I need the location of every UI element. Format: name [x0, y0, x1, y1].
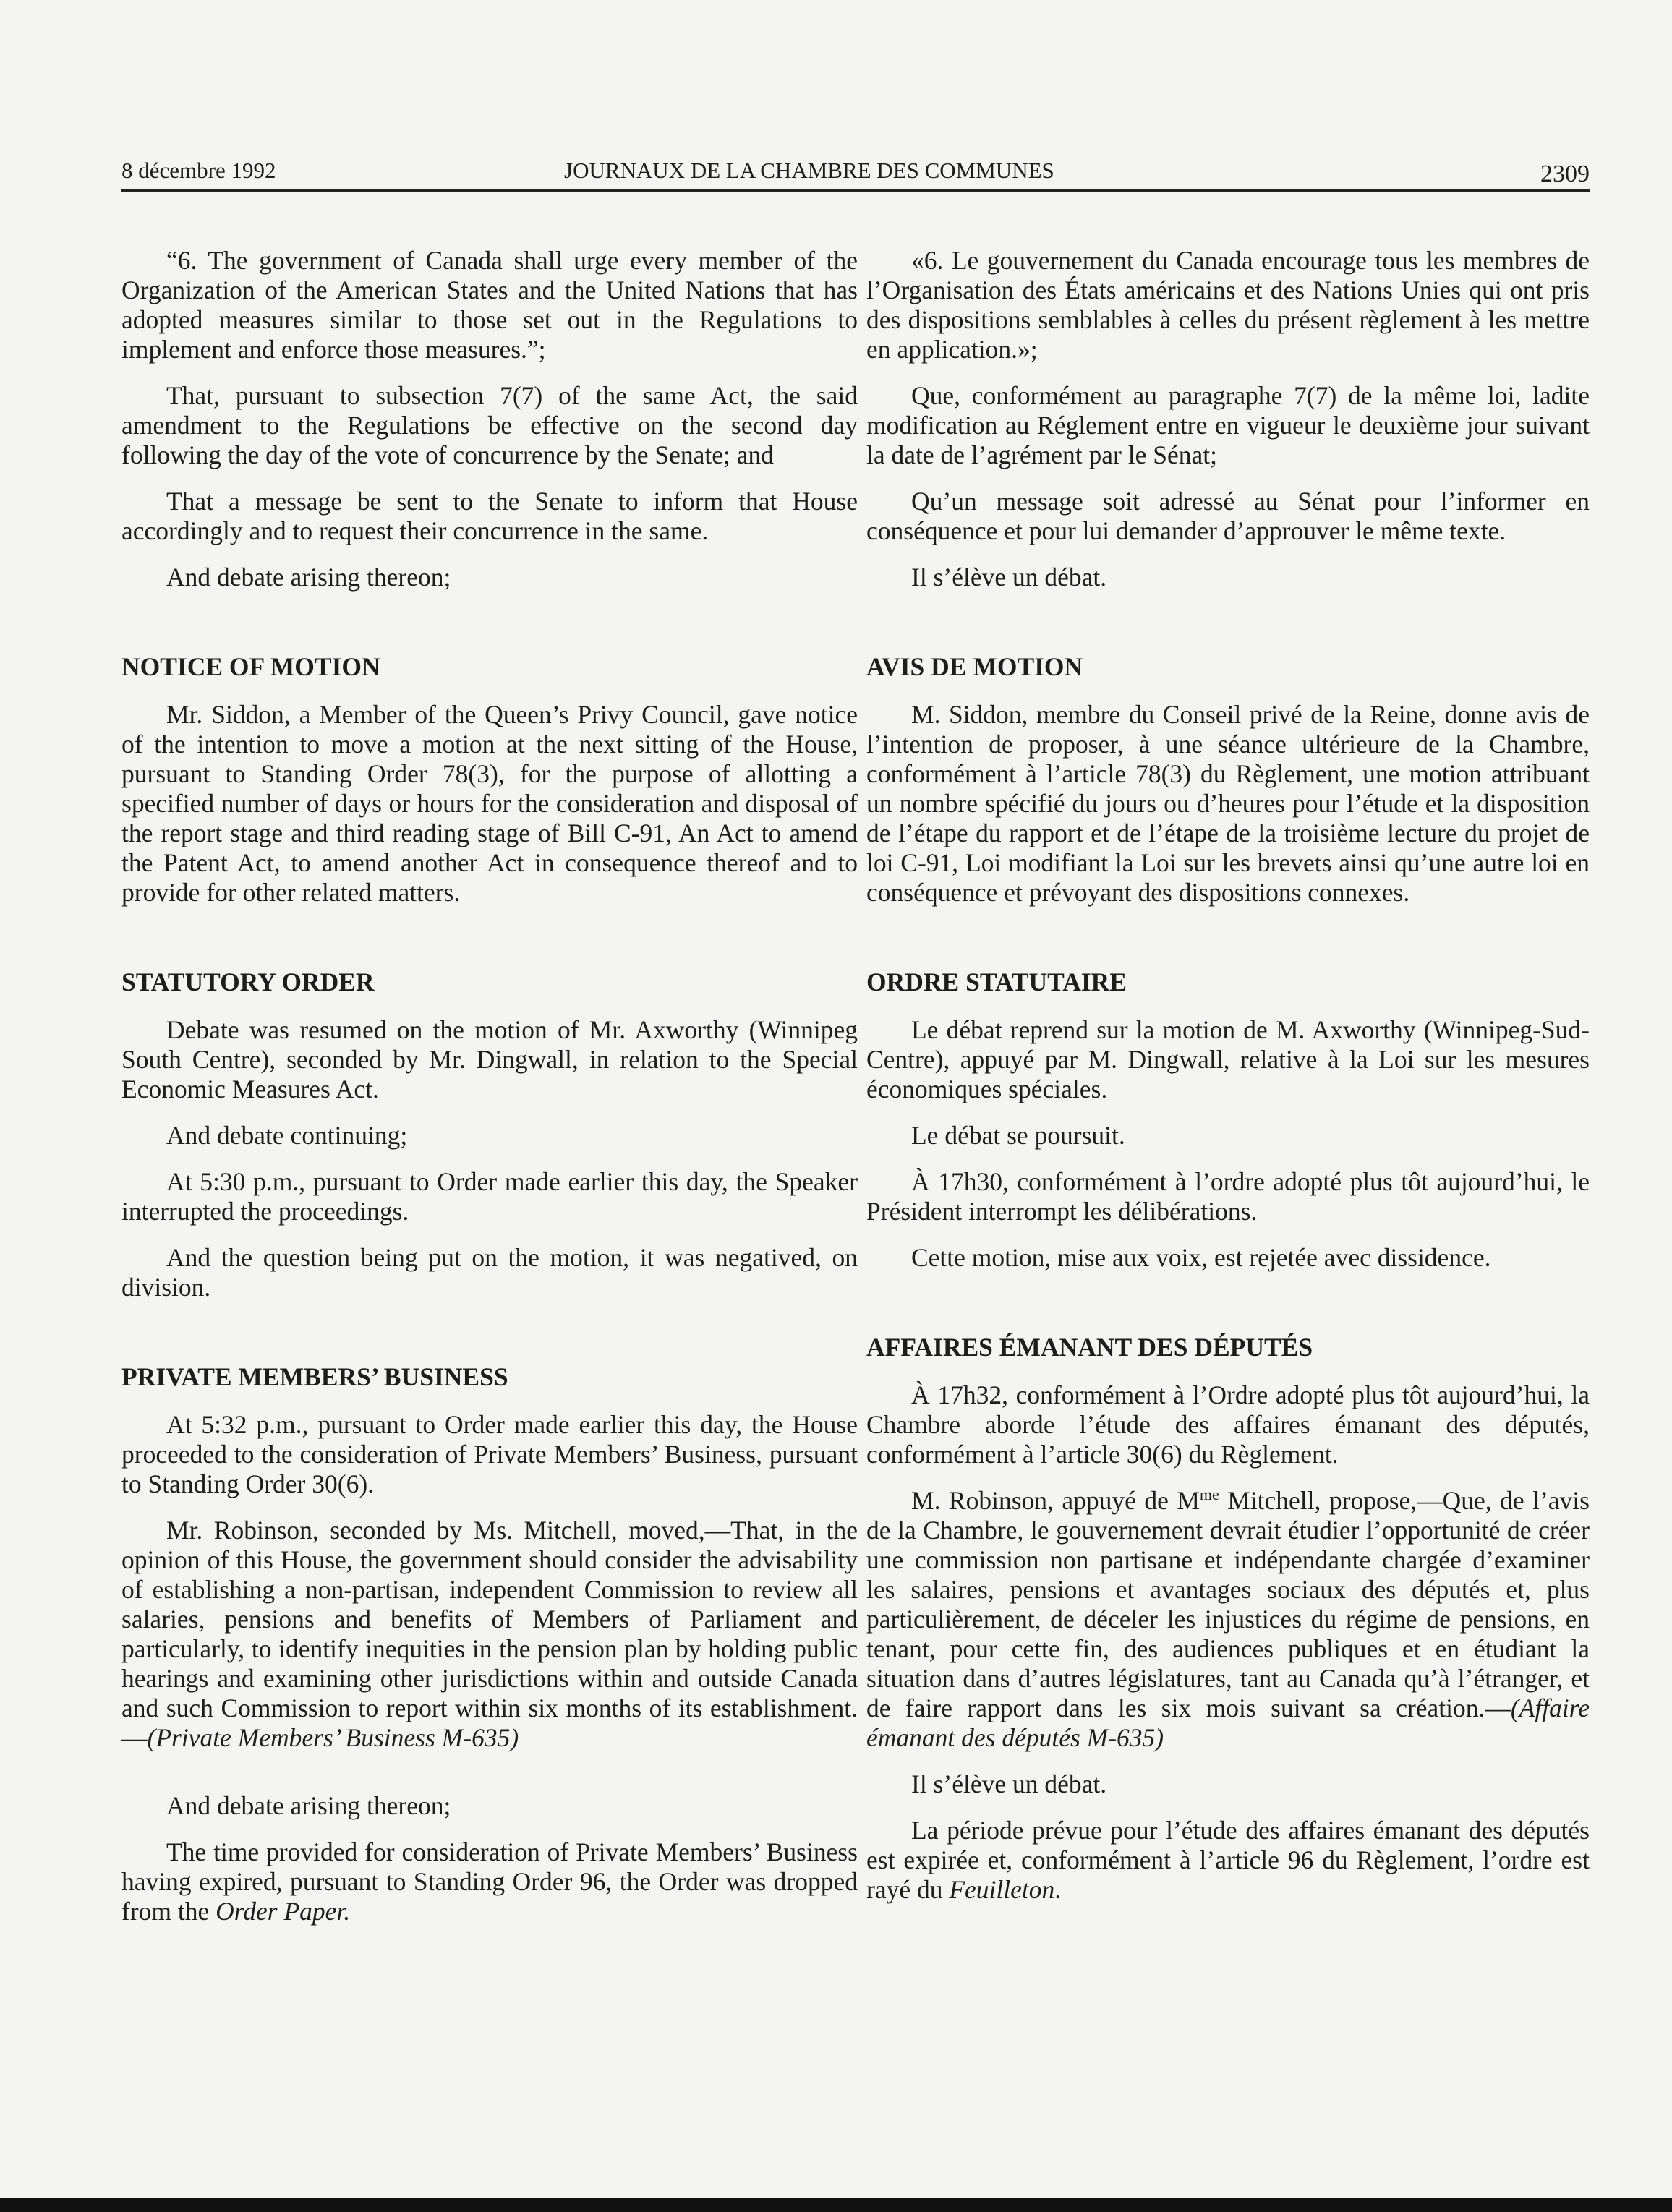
en-statutory-p1: Debate was resumed on the motion of Mr. Axworthy (Winnipeg South Centre), seconded by Mr. Dingwall, in relation to the Special Economic Measures Act. — [121, 1015, 858, 1103]
fr-statutory-heading: ORDRE STATUTAIRE — [866, 968, 1127, 996]
fr-paragraph-2: Que, conformément au paragraphe 7(7) de la même loi, ladite modification au Réglement entre en vigueur le deuxième jour suivant la date de l’agrément par le Sénat; — [866, 381, 1590, 469]
en-notice-heading: NOTICE OF MOTION — [121, 652, 380, 681]
fr-pmb-p2-reference: (Affaire émanant des députés M-635) — [866, 1694, 1590, 1752]
fr-notice-text: M. Siddon, membre du Conseil privé de la Reine, donne avis de l’intention de proposer, à une séance ultérieure de la Chambre, conformément à l’article 78(3) du Règlement, une motion attribuant un nombre spécifié du jours ou d’heures pour l’étude et la disposition de l’étape du rapport et de l’étape de la troisième lecture du projet de loi C-91, Loi modifiant la Loi sur les brevets ainsi qu’une autre loi en conséquence et prévoyant des dispositions connexes. — [866, 700, 1590, 907]
en-pmb-p2 — [121, 1516, 858, 1753]
en-statutory-p4: And the question being put on the motion, it was negatived, on division. — [121, 1243, 858, 1302]
page-header — [121, 153, 1590, 192]
en-pmb-p2-reference: (Private Members’ Business M-635) — [147, 1723, 519, 1752]
fr-pmb-p4 — [866, 1816, 1590, 1905]
fr-pmb-p2-text-b: Mitchell, propose,—Que, de l’avis de la Chambre, le gouvernement devrait étudier l’opportunité de créer une commission non partisane et indépendante chargée d’examiner les salaires, pensions et avantages sociaux des députés et, plus particulièrement, de déceler les injustices du régime de pensions, en tenant, pour cette fin, des audiences publiques et en étudiant la situation dans d’autres législatures, tant au Canada qu’à l’étranger, et de faire rapport dans les six mois suivant sa création.— — [866, 1486, 1590, 1722]
fr-statutory-p1: Le débat reprend sur la motion de M. Axworthy (Winnipeg-Sud-Centre), appuyé par M. Dingwall, relative à la Loi sur les mesures économiques spéciales. — [866, 1015, 1590, 1103]
fr-pmb-p2-superscript: me — [1199, 1485, 1219, 1504]
en-paragraph-1: “6. The government of Canada shall urge every member of the Organization of the American States and the United Nations that has adopted measures similar to those set out in the Regulations to implement and enforce those measures.”; — [121, 246, 858, 364]
en-pmb-p1: At 5:32 p.m., pursuant to Order made earlier this day, the House proceeded to the consideration of Private Members’ Business, pursuant to Standing Order 30(6). — [121, 1410, 858, 1498]
en-pmb-p4-reference: Order Paper. — [216, 1897, 351, 1926]
en-pmb-p4-text: The time provided for consideration of Private Members’ Business having expired, pursuant to Standing Order 96, the Order was dropped from the — [121, 1837, 858, 1926]
en-pmb-p3: And debate arising thereon; — [166, 1791, 451, 1820]
en-paragraph-3: That a message be sent to the Senate to inform that House accordingly and to request their concurrence in the same. — [121, 487, 858, 545]
fr-pmb-p4-text: La période prévue pour l’étude des affaires émanant des députés est expirée et, conformément à l’article 96 du Règlement, l’ordre est rayé du — [866, 1816, 1590, 1904]
fr-statutory-p4: Cette motion, mise aux voix, est rejetée avec dissidence. — [911, 1243, 1491, 1272]
fr-pmb-p2-text-a: M. Robinson, appuyé de M — [911, 1486, 1200, 1515]
en-statutory-heading: STATUTORY ORDER — [121, 968, 375, 996]
fr-paragraph-3: Qu’un message soit adressé au Sénat pour l’informer en conséquence et pour lui demander d’approuver le même texte. — [866, 487, 1590, 545]
en-pmb-heading: PRIVATE MEMBERS’ BUSINESS — [121, 1362, 508, 1391]
fr-pmb-p2 — [866, 1486, 1590, 1753]
fr-paragraph-1: «6. Le gouvernement du Canada encourage tous les membres de l’Organisation des États américains et des Nations Unies qui ont pris des dispositions semblables à celles du présent règlement à les mettre en application.»; — [866, 246, 1590, 364]
en-pmb-p4 — [121, 1837, 858, 1926]
english-column — [121, 246, 858, 1943]
fr-pmb-p4-end: . — [1054, 1875, 1062, 1904]
en-statutory-p2: And debate continuing; — [166, 1121, 408, 1150]
page-number: 2309 — [1540, 161, 1590, 187]
en-statutory-p3: At 5:30 p.m., pursuant to Order made earlier this day, the Speaker interrupted the proceedings. — [121, 1167, 858, 1226]
header-title: JOURNAUX DE LA CHAMBRE DES COMMUNES — [564, 158, 1054, 183]
fr-paragraph-4: Il s’élève un débat. — [911, 563, 1107, 592]
fr-pmb-p4-reference: Feuilleton — [949, 1875, 1055, 1904]
en-pmb-p2-text: Mr. Robinson, seconded by Ms. Mitchell, moved,—That, in the opinion of this House, the government should consider the advisability of establishing a non-partisan, independent Commission to review all salaries, pensions and benefits of Members of Parliament and particularly, to identify inequities in the pension plan by holding public hearings and examining other jurisdictions within and outside Canada and such Commission to report within six months of its establishment.— — [121, 1516, 858, 1752]
fr-notice-heading: AVIS DE MOTION — [866, 652, 1083, 681]
header-date: 8 décembre 1992 — [121, 158, 276, 183]
en-paragraph-4: And debate arising thereon; — [166, 563, 451, 592]
fr-pmb-heading: AFFAIRES ÉMANANT DES DÉPUTÉS — [866, 1333, 1313, 1362]
fr-statutory-p3: À 17h30, conformément à l’ordre adopté plus tôt aujourd’hui, le Président interrompt les délibérations. — [866, 1167, 1590, 1226]
scan-edge — [0, 2198, 1672, 2212]
en-notice-text: Mr. Siddon, a Member of the Queen’s Privy Council, gave notice of the intention to move a motion at the next sitting of the House, pursuant to Standing Order 78(3), for the purpose of allotting a specified number of days or hours for the consideration and disposal of the report stage and third reading stage of Bill C-91, An Act to amend the Patent Act, to amend another Act in consequence thereof and to provide for other related matters. — [121, 700, 858, 907]
french-column — [866, 246, 1590, 1921]
fr-statutory-p2: Le débat se poursuit. — [911, 1121, 1125, 1150]
en-paragraph-2: That, pursuant to subsection 7(7) of the same Act, the said amendment to the Regulations be effective on the second day following the day of the vote of concurrence by the Senate; and — [121, 381, 858, 469]
fr-pmb-p1: À 17h32, conformément à l’Ordre adopté plus tôt aujourd’hui, la Chambre aborde l’étude des affaires émanant des députés, conformément à l’article 30(6) du Règlement. — [866, 1380, 1590, 1469]
fr-pmb-p3: Il s’élève un débat. — [911, 1769, 1107, 1798]
